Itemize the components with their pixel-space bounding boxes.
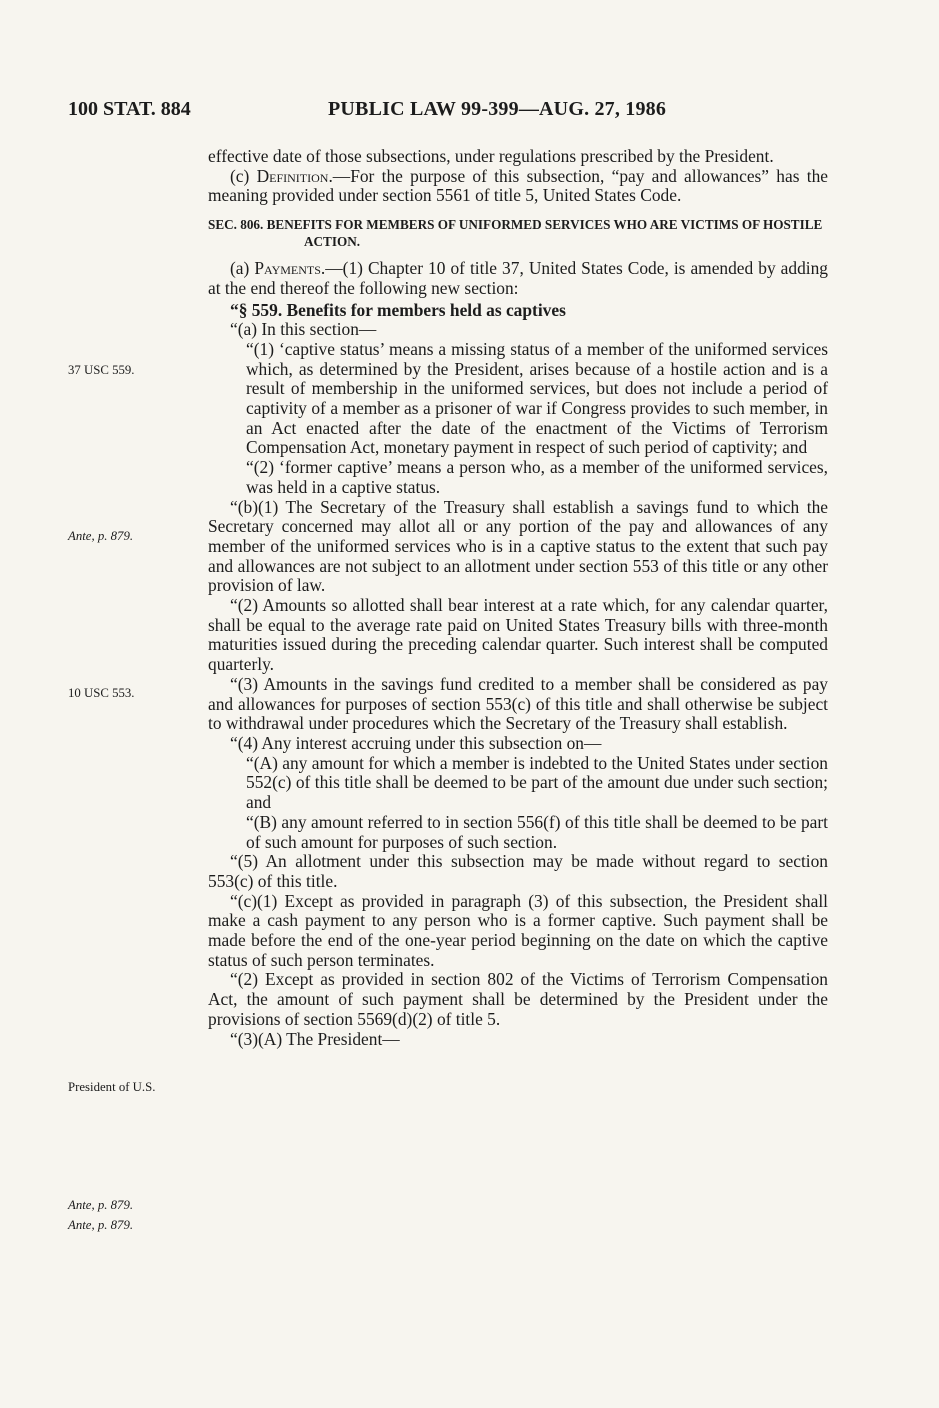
section-559-heading: “§ 559. Benefits for members held as captives <box>230 299 566 320</box>
paragraph: effective date of those subsections, under regulations prescribed by the President. <box>208 146 774 166</box>
subsection-heading: Definition. <box>256 165 333 186</box>
paragraph: “(c)(1) Except as provided in paragraph (3) of this subsection, the President shall make a cash payment to any person who is a former captive. Such payment shall be made before the end of the one-year period beginning on the date on which the captive status of such person terminates. <box>208 890 828 970</box>
margin-note-ante-879-second: Ante, p. 879. <box>68 1198 134 1212</box>
paragraph: “(5) An allotment under this subsection may be made without regard to section 553(c) of this title. <box>208 851 828 891</box>
paragraph: “(1) ‘captive status’ means a missing status of a member of the uniformed services which, as determined by the President, arises because of a hostile action and is a result of membership in the uniformed services, but does not include a period of captivity of a member as a prisoner of war if Congress provides to such member, in an Act enacted after the date of the enactment of the Victims of Terrorism Compensation Act, monetary payment in respect of such period of captivity; and <box>246 338 828 458</box>
paragraph: “(B) any amount referred to in section 556(f) of this title shall be deemed to be part of such amount for purposes of such section. <box>246 811 828 852</box>
text-run: (a) <box>230 258 255 279</box>
margin-note-president: President of U.S. <box>68 1080 156 1094</box>
subsection-heading: Payments. <box>254 258 326 279</box>
paragraph: “(b)(1) The Secretary of the Treasury shall establish a savings fund to which the Secretary concerned may allot all or any portion of the pay and allowances of any member of the uniformed services who is in a captive status to the extent that such pay and allowances are not subject to an allotment under section 553 of this title or any other provision of law. <box>208 496 828 596</box>
paragraph: “(2) ‘former captive’ means a person who, as a member of the uniformed services, was held in a captive status. <box>246 457 828 497</box>
paragraph-payments <box>208 259 828 298</box>
text-run: —(1) Chapter 10 of title 37, United States Code, is amended by adding at the end thereof the following new section: <box>208 258 829 298</box>
bleed-through-text <box>60 212 64 232</box>
margin-note-37-usc-559: 37 USC 559. <box>68 363 135 377</box>
margin-note-ante-879: Ante, p. 879. <box>68 529 134 543</box>
paragraph: “(3)(A) The President— <box>230 1028 400 1049</box>
paragraph: “(2) Except as provided in section 802 of the Victims of Terrorism Compensation Act, the amount of such payment shall be determined by the President under the provisions of section 5569(d)(2) of title 5. <box>208 969 828 1029</box>
margin-note-10-usc-553: 10 USC 553. <box>68 686 135 700</box>
margin-note-ante-879-third: Ante, p. 879. <box>68 1218 134 1232</box>
paragraph: “(2) Amounts so allotted shall bear interest at a rate which, for any calendar quarter, shall be equal to the average rate paid on United States Treasury bills with three-month maturities issued during the preceding calendar quarter. Such interest shall be computed quarterly. <box>208 595 828 675</box>
statute-body <box>208 147 828 1049</box>
running-header <box>68 98 829 128</box>
paragraph-definition <box>208 167 828 206</box>
paragraph: “(A) any amount for which a member is indebted to the United States under section 552(c) of this title shall be deemed to be part of the amount due under such section; and <box>246 752 828 813</box>
paragraph: “(4) Any interest accruing under this subsection on— <box>230 732 602 753</box>
section-heading: SEC. 806. BENEFITS FOR MEMBERS OF UNIFORMED SERVICES WHO ARE VICTIMS OF HOSTILE ACTION. <box>208 217 823 250</box>
statute-page-number: 100 STAT. 884 <box>68 98 191 120</box>
public-law-title: PUBLIC LAW 99-399—AUG. 27, 1986 <box>328 98 667 120</box>
text-run: —For the purpose of this subsection, “pay and allowances” has the meaning provided under section 5561 of title 5, United States Code. <box>208 165 828 206</box>
paragraph: “(3) Amounts in the savings fund credited to a member shall be considered as pay and allowances for purposes of section 553(c) of this title and shall otherwise be subject to withdrawal under procedures which the Secretary of the Treasury shall establish. <box>208 673 828 734</box>
paragraph: “(a) In this section— <box>230 319 377 340</box>
text-run: (c) <box>230 165 257 186</box>
